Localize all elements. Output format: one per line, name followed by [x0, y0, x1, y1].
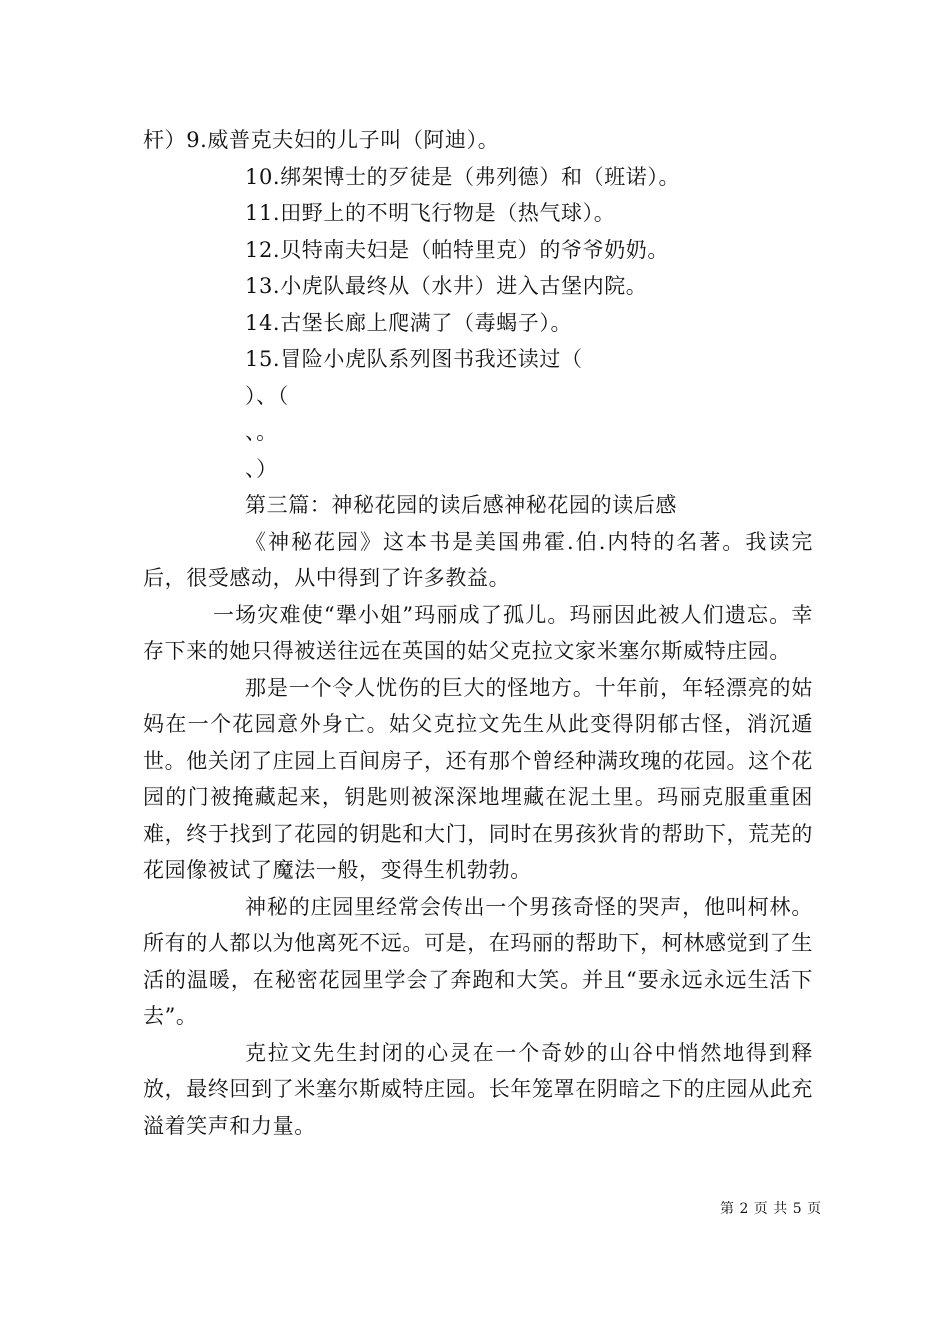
- list-line: 、。: [245, 420, 278, 444]
- list-line: 15.冒险小虎队系列图书我还读过（: [245, 347, 583, 371]
- list-line: 13.小虎队最终从（水井）进入古堡内院。: [245, 274, 648, 298]
- list-line: 11.田野上的不明飞行物是（热气球）。: [245, 201, 616, 225]
- page-number: 第 2 页 共 5 页: [720, 1201, 822, 1217]
- list-line: ）、（: [245, 383, 289, 408]
- paragraph: 《神秘花园》这本书是美国弗霍.伯.内特的名著。我读完后，很受感动，从中得到了许多教益。: [143, 529, 813, 590]
- paragraph: 神秘的庄园里经常会传出一个男孩奇怪的哭声，他叫柯林。所有的人都以为他离死不远。可是，在玛丽的帮助下，柯林感觉到了生活的温暖，在秘密花园里学会了奔跑和大笑。并且“要永远永远生活下去”。: [143, 894, 813, 1028]
- list-line: 杆）9.威普克夫妇的儿子叫（阿迪）。: [143, 128, 500, 152]
- list-line: 10.绑架博士的歹徒是（弗列德）和（班诺）。: [245, 164, 681, 189]
- list-line: 14.古堡长廊上爬满了（毒蝎子）。: [245, 310, 573, 335]
- list-line: 12.贝特南夫妇是（帕特里克）的爷爷奶奶。: [245, 237, 669, 262]
- list-line: 、）: [245, 456, 278, 481]
- section-title: 第三篇：神秘花园的读后感神秘花园的读后感: [245, 493, 677, 517]
- paragraph: 那是一个令人忧伤的巨大的怪地方。十年前，年轻漂亮的姑妈在一个花园意外身亡。姑父克拉文先生从此变得阴郁古怪，消沉遁世。他关闭了庄园上百间房子，还有那个曾经种满玫瑰的花园。这个花园的门被掩藏起来，钥匙则被深深地埋藏在泥土里。玛丽克服重重困难，终于找到了花园的钥匙和大门，同时在男孩狄肯的帮助下，荒芜的花园像被试了魔法一般，变得生机勃勃。: [143, 675, 813, 882]
- paragraph: 克拉文先生封闭的心灵在一个奇妙的山谷中悄然地得到释放，最终回到了米塞尔斯威特庄园。长年笼罩在阴暗之下的庄园从此充溢着笑声和力量。: [143, 1040, 813, 1138]
- body-text: [143, 122, 813, 1144]
- paragraph: 一场灾难使“犟小姐”玛丽成了孤儿。玛丽因此被人们遗忘。幸存下来的她只得被送往远在英国的姑父克拉文家米塞尔斯威特庄园。: [143, 602, 813, 663]
